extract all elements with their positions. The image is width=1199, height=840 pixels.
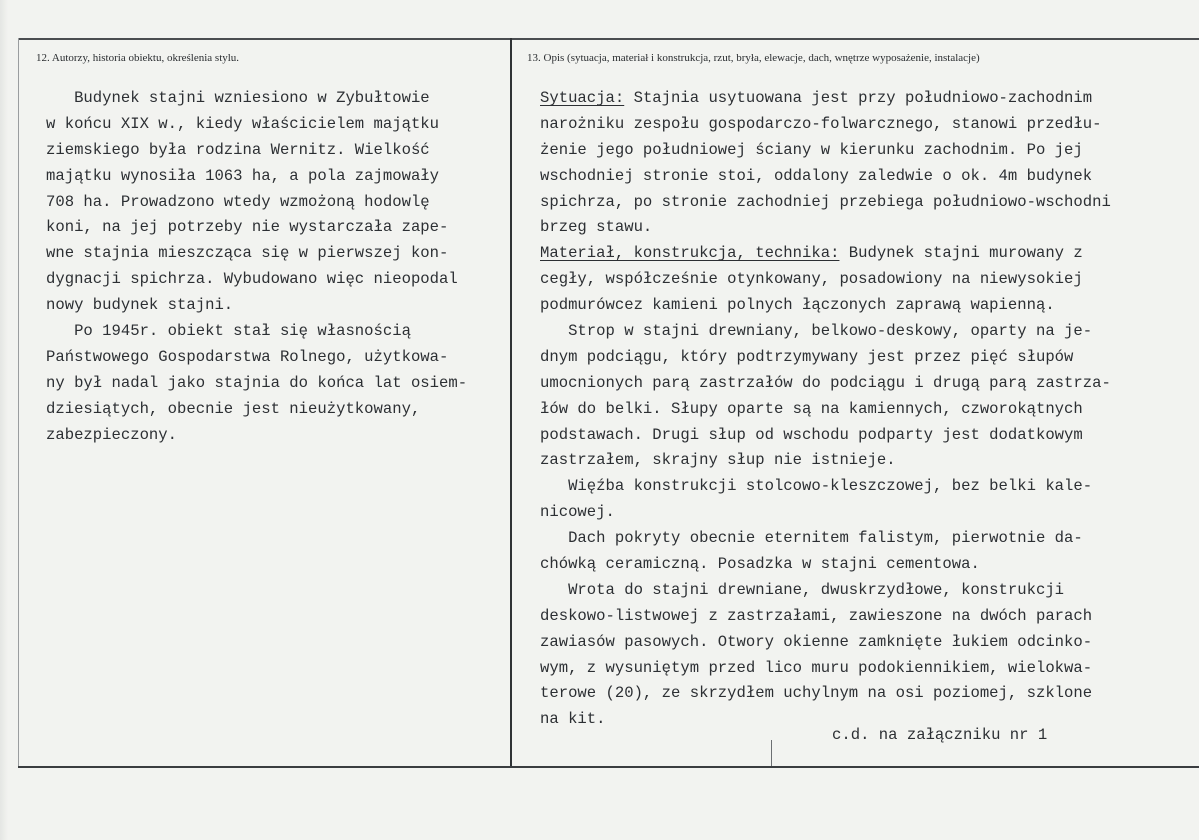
text-line: Więźba konstrukcji stolcowo-kleszczowej, bez belki kale- — [540, 477, 1093, 496]
bottom-rule — [18, 766, 1199, 768]
section-13-body — [540, 86, 1180, 733]
text-line: koni, na jej potrzeby nie wystarczała zape- — [46, 218, 449, 237]
subsection-label-material: Materiał, konstrukcja, technika: — [540, 244, 840, 263]
text-line: wne stajnia mieszcząca się w pierwszej kon- — [46, 244, 449, 263]
section-12-heading: 12. Autorzy, historia obiektu, określenia stylu. — [36, 52, 240, 64]
subsection-label-situation: Sytuacja: — [540, 89, 625, 107]
text-line: zastrzałem, skrajny słup nie istnieje. — [540, 451, 896, 470]
text-line: Dach pokryty obecnie eternitem falistym, pierwotnie da- — [540, 529, 1083, 548]
continuation-note: c.d. na załączniku nr 1 — [832, 726, 1048, 744]
top-rule — [18, 38, 1199, 40]
text-line: Po 1945r. obiekt stał się własnością — [46, 322, 411, 341]
text-line: zabezpieczony. — [46, 425, 178, 444]
text-line: wym, z wysuniętym przed lico muru podokiennikiem, wielokwa- — [540, 658, 1093, 677]
text-line: terowe (20), ze skrzydłem uchylnym na osi poziomej, szklone — [540, 684, 1093, 703]
text-line: podmurówcez kamieni polnych łączonych zaprawą wapienną. — [540, 296, 1055, 315]
text-line: dnym podciągu, który podtrzymywany jest przez pięć słupów — [540, 347, 1074, 366]
page-edge — [0, 0, 8, 840]
text-line: w końcu XIX w., kiedy właścicielem majątku — [46, 114, 440, 133]
text-line: zawiasów pasowych. Otwory okienne zamknięte łukiem odcinko- — [540, 632, 1093, 651]
text-line: podstawach. Drugi słup od wschodu podparty jest dodatkowym — [540, 425, 1083, 444]
text-line: dziesiątych, obecnie jest nieużytkowany, — [46, 399, 421, 418]
text-line: ny był nadal jako stajnia do końca lat osiem- — [46, 373, 468, 392]
text-line: Państwowego Gospodarstwa Rolnego, użytkowa- — [46, 347, 449, 366]
section-13-heading: 13. Opis (sytuacja, materiał i konstrukcja, rzut, bryła, elewacje, dach, wnętrze wyposażenie, instalacje) — [527, 52, 980, 64]
text-line: żenie jego południowej ściany w kierunku zachodnim. Po jej — [540, 140, 1083, 159]
text-line: majątku wynosiła 1063 ha, a pola zajmowały — [46, 166, 440, 185]
text-line: spichrza, po stronie zachodniej przebiega południowo-wschodni — [540, 192, 1111, 211]
text-line: Wrota do stajni drewniane, dwuskrzydłowe, konstrukcji — [540, 580, 1065, 599]
text-line: Budynek stajni wzniesiono w Zybułtowie — [46, 89, 430, 107]
text-line: umocnionych parą zastrzałów do podciągu i drugą parą zastrza- — [540, 373, 1111, 392]
left-rule — [18, 38, 19, 768]
text-line: 708 ha. Prowadzono wtedy wzmożoną hodowlę — [46, 192, 430, 211]
text-line: ziemskiego była rodzina Wernitz. Wielkość — [46, 140, 430, 159]
text-line: deskowo-listwowej z zastrzałami, zawieszone na dwóch parach — [540, 606, 1093, 625]
text-line: chówką ceramiczną. Posadzka w stajni cementowa. — [540, 555, 980, 574]
text-line: Strop w stajni drewniany, belkowo-deskowy, oparty na je- — [540, 322, 1093, 341]
text-line: na kit. — [540, 710, 606, 729]
text-line: dygnacji spichrza. Wybudowano więc nieopodal — [46, 270, 458, 289]
text-line: wschodniej stronie stoi, oddalony zaledwie o ok. 4m budynek — [540, 166, 1093, 185]
text-line: narożniku zespołu gospodarczo-folwarcznego, stanowi przedłu- — [540, 114, 1102, 133]
text-line: łów do belki. Słupy oparte są na kamiennych, czworokątnych — [540, 399, 1083, 418]
footer-tick — [771, 740, 772, 766]
text-line: nicowej. — [540, 503, 615, 522]
text-line: Sytuacja: Stajnia usytuowana jest przy południowo-zachodnim — [540, 89, 1093, 107]
text-line: brzeg stawu. — [540, 218, 653, 237]
text-line: nowy budynek stajni. — [46, 296, 234, 315]
column-divider — [510, 38, 512, 766]
text-line: cegły, współcześnie otynkowany, posadowiony na niewysokiej — [540, 270, 1083, 289]
section-12-body — [46, 86, 508, 448]
text-line: Materiał, konstrukcja, technika: Budynek stajni murowany z — [540, 244, 1083, 263]
